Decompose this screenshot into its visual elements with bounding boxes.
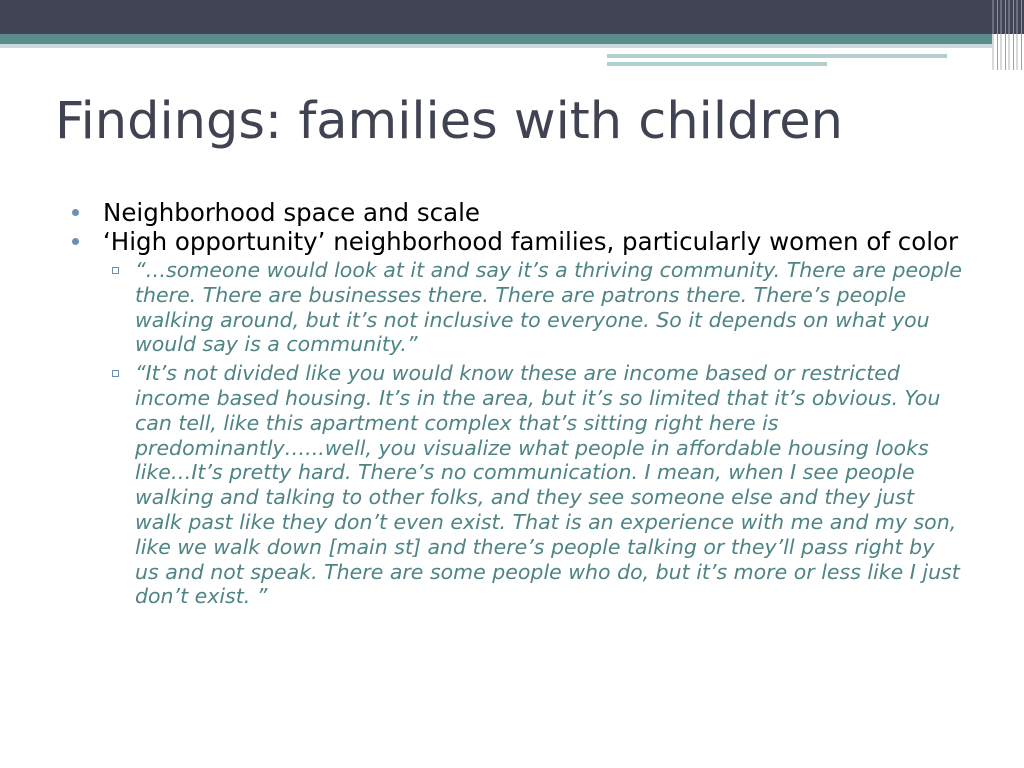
- bullet-text: ‘High opportunity’ neighborhood families, particularly women of color: [103, 227, 959, 256]
- bullet-dot-icon: [72, 209, 79, 216]
- header-accent-line-short: [607, 62, 827, 66]
- header-dark-band: [0, 0, 1024, 34]
- square-bullet-icon: [112, 370, 119, 377]
- quote-item: [103, 258, 962, 357]
- square-bullet-icon: [112, 267, 119, 274]
- bullet-item: [72, 198, 962, 227]
- bullet-item: [72, 227, 962, 609]
- quote-item: [103, 361, 962, 609]
- quote-text: “It’s not divided like you would know these are income based or restricted income based housing. It’s in the area, but it’s so limited that it’s obvious. You can tell, like this apartment complex that’s sitting right here is predominantly…...well, you visualize what people in affordable housing looks like…It’s pretty hard. There’s no communication. I mean, when I see people walking and talking to other folks, and they see someone else and they just walk past like they don’t even exist. That is an experience with me and my son, like we walk down [main st] and there’s people talking or they’ll pass right by us and not speak. There are some people who do, but it’s more or less like I just don’t exist. ”: [135, 361, 960, 609]
- slide-body: [72, 198, 962, 613]
- slide-title: Findings: families with children: [55, 92, 843, 151]
- header-teal-band: [0, 34, 1024, 44]
- bullet-dot-icon: [72, 238, 79, 245]
- quote-list: [103, 258, 962, 609]
- bullet-text: Neighborhood space and scale: [103, 198, 480, 227]
- header-light-band: [0, 44, 1024, 48]
- bullet-list: [72, 198, 962, 609]
- header-accent-line: [607, 54, 947, 58]
- quote-text: “…someone would look at it and say it’s a thriving community. There are people there. There are businesses there. There are patrons there. There’s people walking around, but it’s not inclusive to everyone. So it depends on what you would say is a community.”: [135, 258, 962, 357]
- corner-stripes-dark: [992, 0, 1024, 34]
